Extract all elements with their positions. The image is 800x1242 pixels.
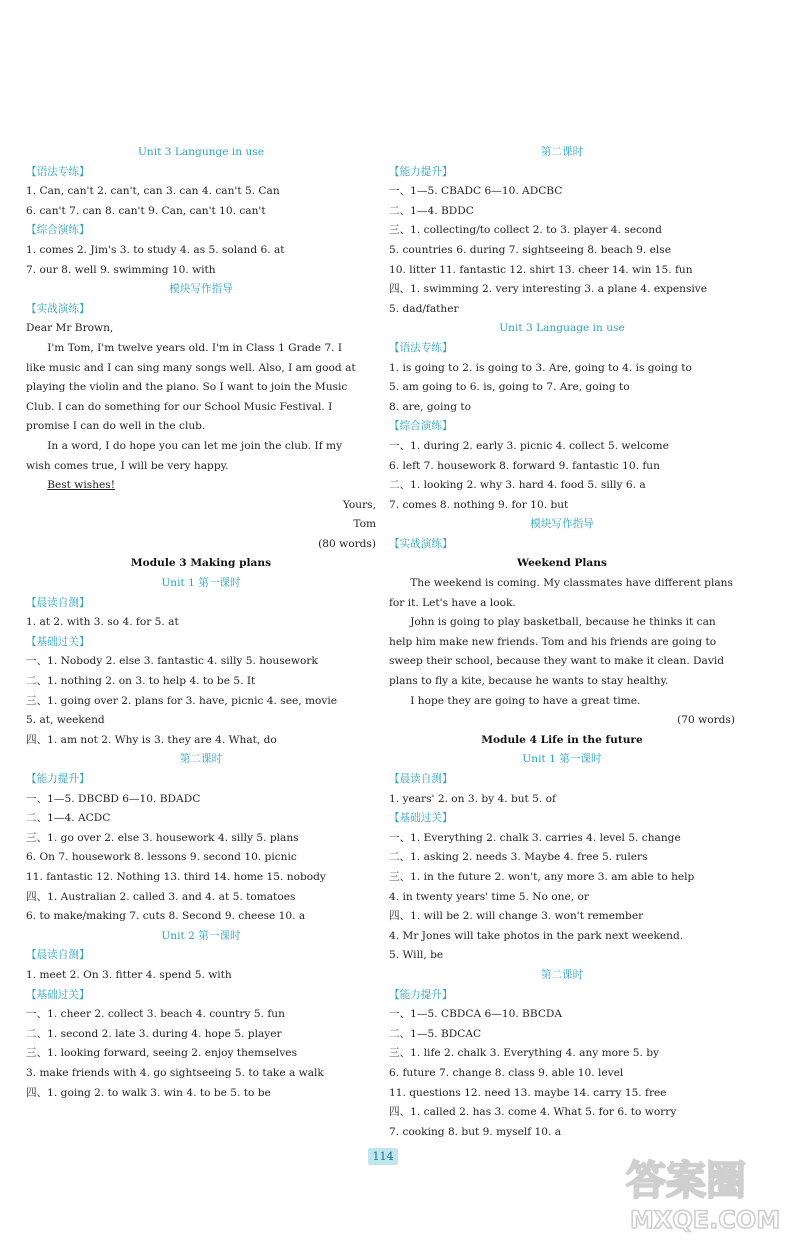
right-aligned-line: Tom — [353, 518, 376, 531]
answer-line: plans to fly a kite, because he wants to stay healthy. — [389, 675, 669, 688]
answer-line: 1. at 2. with 3. so 4. for 5. at — [26, 616, 179, 629]
answer-line: 三、1. going over 2. plans for 3. have, picnic 4. see, movie — [26, 694, 338, 707]
unit-title: Unit 3 Language in use — [499, 322, 625, 335]
answer-line: help him make new friends. Tom and his friends are going to — [389, 635, 717, 648]
page-number: 114 — [368, 1148, 398, 1165]
answer-line: 6. can't 7. can 8. can't 9. Can, can't 10. can't — [26, 204, 266, 217]
answer-line: Club. I can do something for our School Music Festival. I — [26, 400, 333, 413]
watermark-logo — [616, 1148, 796, 1236]
answer-line: 一、1—5. DBCBD 6—10. BDADC — [26, 792, 201, 805]
answer-line: wish comes true, I will be very happy. — [26, 459, 229, 472]
watermark-bottom: MXQE.COM — [630, 1206, 781, 1234]
essay-title: Weekend Plans — [517, 557, 607, 570]
lesson-title: 第二课时 — [179, 753, 223, 766]
answer-line: 二、1. second 2. late 3. during 4. hope 5. player — [26, 1027, 282, 1040]
answer-line: 7. comes 8. nothing 9. for 10. but — [389, 498, 569, 511]
unit-title: Unit 2 第一课时 — [161, 929, 241, 942]
essay-paragraph-line: In a word, I do hope you can let me join the club. If my — [47, 439, 343, 452]
answer-line: like music and I can sing many songs well. Also, I am good at — [26, 361, 356, 374]
section-tag: 【晨读自测】 — [26, 949, 90, 962]
right-aligned-line: (80 words) — [318, 537, 376, 550]
section-tag: 【综合演练】 — [389, 420, 453, 433]
answer-line: 11. questions 12. need 13. maybe 14. carry 15. free — [389, 1086, 667, 1099]
answer-line: 三、1. go over 2. else 3. housework 4. silly 5. plans — [26, 831, 299, 844]
answer-line: 5. am going to 6. is, going to 7. Are, going to — [389, 381, 630, 394]
answer-line: 1. comes 2. Jim's 3. to study 4. as 5. soland 6. at — [26, 243, 285, 256]
answer-line: 四、1. swimming 2. very interesting 3. a plane 4. expensive — [389, 283, 708, 296]
answer-line: 二、1—5. BDCAC — [389, 1027, 482, 1040]
answer-line: 1. years' 2. on 3. by 4. but 5. of — [389, 792, 556, 805]
unit-title: Unit 3 Langunge in use — [138, 146, 264, 158]
letter-closing: Best wishes! — [47, 479, 115, 492]
section-tag: 【基础过关】 — [26, 988, 90, 1001]
answer-line: 二、1. nothing 2. on 3. to help 4. to be 5. It — [26, 675, 256, 688]
right-aligned-line: (70 words) — [677, 714, 735, 727]
answer-line: 一、1. cheer 2. collect 3. beach 4. country 5. fun — [26, 1008, 285, 1021]
answer-line: 6. future 7. change 8. class 9. able 10. level — [389, 1066, 624, 1079]
answer-line: 二、1. asking 2. needs 3. Maybe 4. free 5. rulers — [389, 851, 648, 864]
essay-paragraph-line: I hope they are going to have a great time. — [410, 694, 641, 707]
lesson-title: 模块写作指导 — [169, 283, 233, 296]
section-tag: 【实战演练】 — [389, 537, 453, 550]
answer-line: 一、1—5. CBADC 6—10. ADCBC — [389, 185, 563, 198]
right-column — [389, 143, 735, 1142]
answer-line: playing the violin and the piano. So I want to join the Music — [26, 381, 348, 394]
section-tag: 【语法专练】 — [26, 165, 90, 178]
answer-line: 四、1. will be 2. will change 3. won't remember — [389, 910, 644, 923]
answer-line: 1. Can, can't 2. can't, can 3. can 4. can't 5. Can — [26, 185, 280, 198]
answer-line: 三、1. looking forward, seeing 2. enjoy themselves — [26, 1047, 298, 1060]
essay-paragraph-line: The weekend is coming. My classmates have different plans — [410, 577, 733, 590]
answer-line: 5. dad/father — [389, 302, 459, 315]
section-tag: 【综合演练】 — [26, 224, 90, 237]
essay-paragraph-line: I'm Tom, I'm twelve years old. I'm in Class 1 Grade 7. I — [47, 341, 343, 354]
answer-line: 11. fantastic 12. Nothing 13. third 14. home 15. nobody — [26, 870, 326, 883]
section-tag: 【能力提升】 — [26, 773, 90, 785]
module-title: Module 3 Making plans — [130, 557, 272, 570]
section-tag: 【语法专练】 — [389, 341, 453, 354]
answer-line: 三、1. collecting/to collect 2. to 3. player 4. second — [389, 224, 662, 237]
left-column — [26, 143, 376, 1103]
answer-line: 5. at, weekend — [26, 714, 105, 727]
answer-line: 1. is going to 2. is going to 3. Are, going to 4. is going to — [389, 361, 692, 374]
answer-line: 一、1—5. CBDCA 6—10. BBCDA — [389, 1008, 563, 1021]
module-title: Module 4 Life in the future — [481, 733, 643, 746]
section-tag: 【晨读自测】 — [26, 596, 90, 609]
lesson-title: 模块写作指导 — [530, 518, 594, 531]
answer-line: sweep their school, because they want to make it clean. David — [389, 655, 725, 668]
section-tag: 【基础过关】 — [26, 635, 90, 648]
answer-line: 4. in twenty years' time 5. No one, or — [389, 890, 589, 903]
answer-line: for it. Let's have a look. — [389, 596, 516, 609]
answer-line: 5. countries 6. during 7. sightseeing 8. beach 9. else — [389, 243, 672, 256]
answer-line: 二、1—4. BDDC — [389, 204, 474, 217]
right-aligned-line: Yours, — [342, 498, 376, 511]
section-tag: 【晨读自测】 — [389, 773, 453, 785]
answer-line: 8. are, going to — [389, 400, 472, 413]
answer-line: 三、1. life 2. chalk 3. Everything 4. any more 5. by — [389, 1047, 660, 1060]
answer-line: 一、1. during 2. early 3. picnic 4. collect 5. welcome — [389, 439, 669, 452]
answer-line: 7. our 8. well 9. swimming 10. with — [26, 263, 216, 276]
answer-line: 四、1. called 2. has 3. come 4. What 5. for 6. to worry — [389, 1106, 677, 1119]
answer-line: Dear Mr Brown, — [26, 322, 114, 335]
unit-title: Unit 1 第一课时 — [522, 753, 602, 766]
answer-line: 1. meet 2. On 3. fitter 4. spend 5. with — [26, 968, 232, 981]
answer-line: 4. Mr Jones will take photos in the park next weekend. — [389, 929, 684, 942]
answer-line: 一、1. Nobody 2. else 3. fantastic 4. silly 5. housework — [26, 655, 318, 668]
section-tag: 【基础过关】 — [389, 812, 453, 825]
essay-paragraph-line: John is going to play basketball, because he thinks it can — [410, 616, 716, 629]
answer-line: 四、1. Australian 2. called 3. and 4. at 5. tomatoes — [26, 890, 296, 903]
answer-line: 6. left 7. housework 8. forward 9. fantastic 10. fun — [389, 459, 660, 472]
answer-line: 6. to make/making 7. cuts 8. Second 9. cheese 10. a — [26, 910, 306, 923]
answer-line: 5. Will, be — [389, 949, 444, 962]
lesson-title: 第二课时 — [540, 146, 584, 158]
answer-line: 7. cooking 8. but 9. myself 10. a — [389, 1125, 562, 1138]
section-tag: 【实战演练】 — [26, 302, 90, 315]
section-tag: 【能力提升】 — [389, 165, 453, 178]
answer-line: 三、1. in the future 2. won't, any more 3. am able to help — [389, 870, 695, 883]
answer-line: 10. litter 11. fantastic 12. shirt 13. cheer 14. win 15. fun — [389, 263, 693, 276]
watermark-top: 答案圈 — [626, 1158, 746, 1204]
answer-line: 四、1. am not 2. Why is 3. they are 4. What, do — [26, 733, 277, 746]
section-tag: 【能力提升】 — [389, 988, 453, 1001]
answer-line: 二、1—4. ACDC — [26, 812, 111, 825]
lesson-title: 第二课时 — [540, 968, 584, 981]
unit-title: Unit 1 第一课时 — [161, 577, 241, 590]
answer-line: 6. On 7. housework 8. lessons 9. second 10. picnic — [26, 851, 297, 864]
answer-line: 四、1. going 2. to walk 3. win 4. to be 5. to be — [26, 1086, 271, 1099]
answer-line: 二、1. looking 2. why 3. hard 4. food 5. silly 6. a — [389, 479, 646, 492]
answer-line: 3. make friends with 4. go sightseeing 5. to take a walk — [26, 1066, 324, 1079]
answer-line: promise I can do well in the club. — [26, 420, 206, 433]
answer-line: 一、1. Everything 2. chalk 3. carries 4. level 5. change — [389, 831, 681, 844]
